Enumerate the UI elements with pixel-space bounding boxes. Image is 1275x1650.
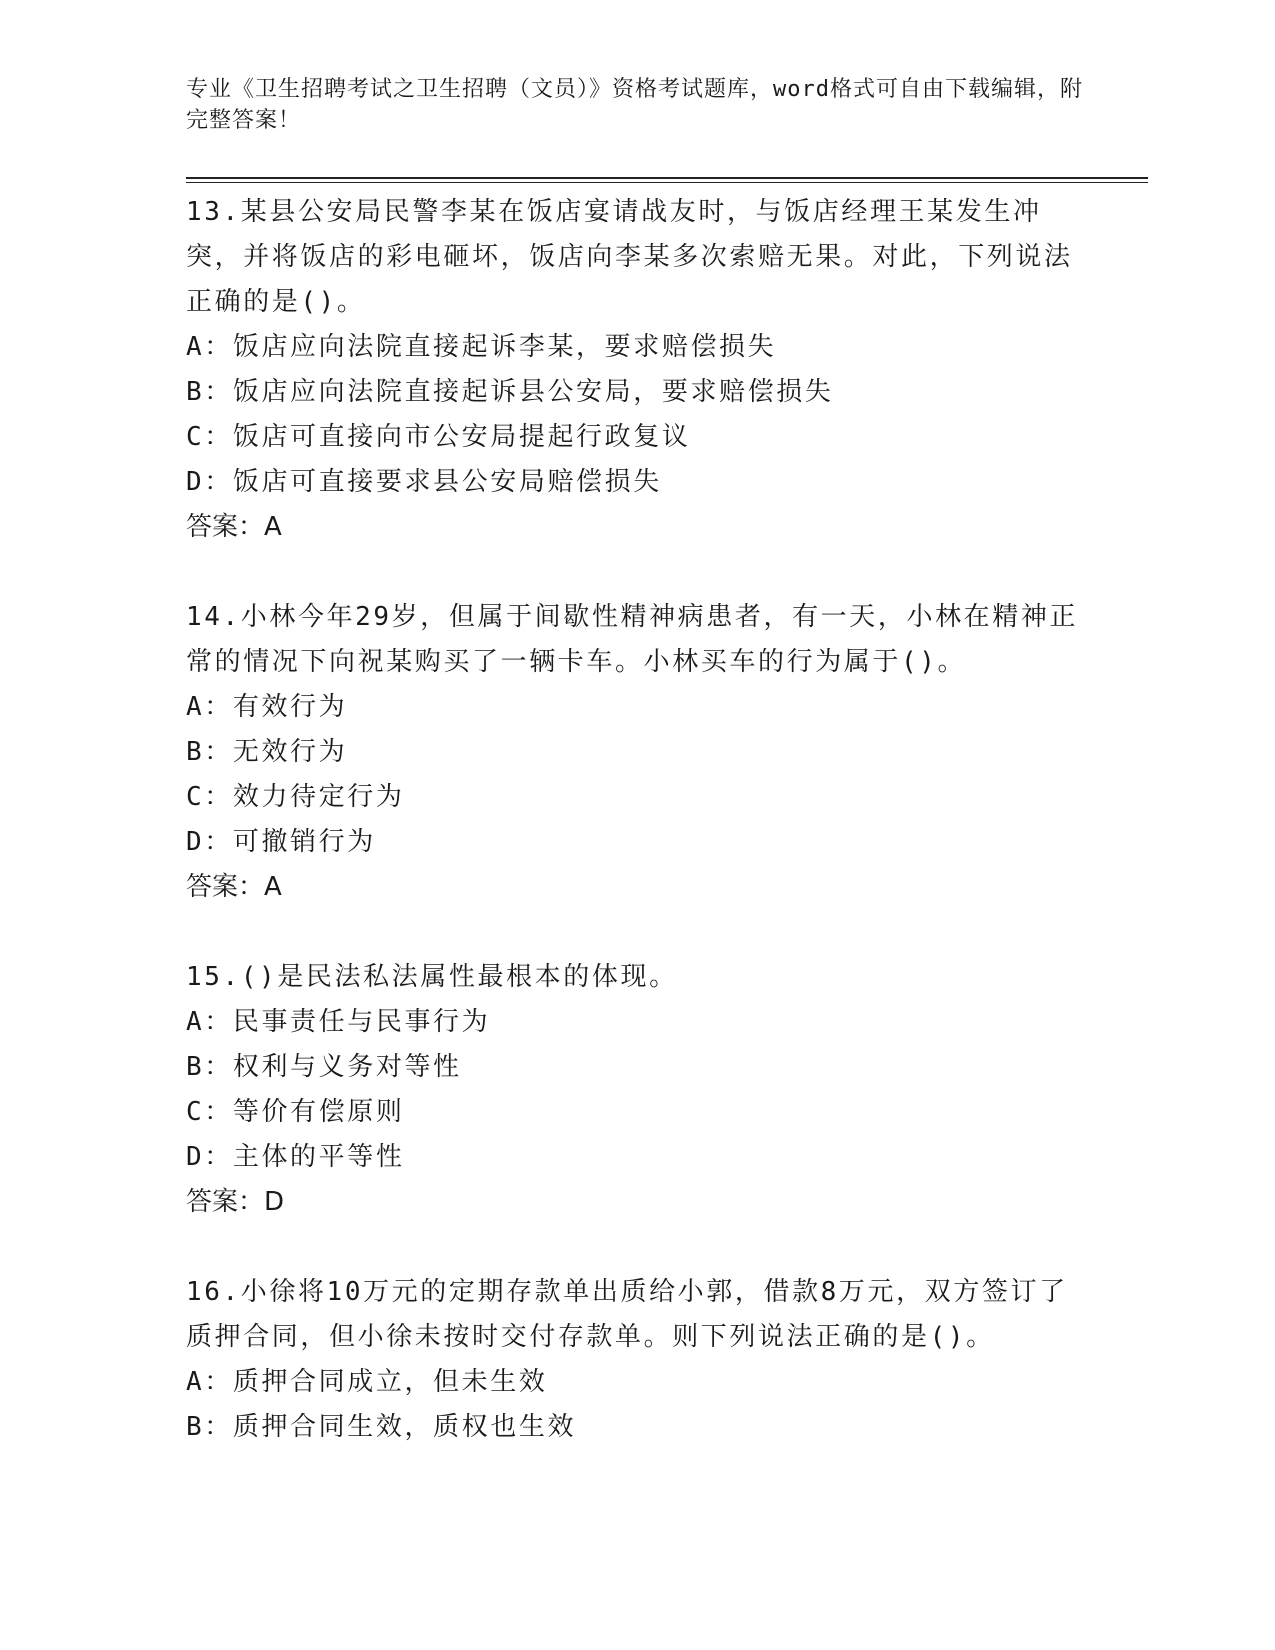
option-a: A：质押合同成立，但未生效 (186, 1367, 548, 1397)
option-b: B：权利与义务对等性 (186, 1052, 462, 1082)
question-stem: 13.某县公安局民警李某在饭店宴请战友时，与饭店经理王某发生冲突，并将饭店的彩电砸坏，饭店向李某多次索赔无果。对此，下列说法正确的是()。 (186, 197, 1073, 317)
question-stem: 16.小徐将10万元的定期存款单出质给小郭，借款8万元，双方签订了质押合同，但小徐未按时交付存款单。则下列说法正确的是()。 (186, 1277, 1068, 1352)
option-d: D：可撤销行为 (186, 827, 376, 857)
question-list (186, 190, 1086, 1450)
option-c: C：饭店可直接向市公安局提起行政复议 (186, 422, 691, 452)
option-c: C：效力待定行为 (186, 782, 405, 812)
option-d: D：饭店可直接要求县公安局赔偿损失 (186, 467, 662, 497)
option-b: B：无效行为 (186, 737, 348, 767)
question-13 (186, 190, 1086, 550)
option-c: C：等价有偿原则 (186, 1097, 405, 1127)
header-divider-thin (186, 182, 1148, 183)
question-14 (186, 595, 1086, 910)
question-16 (186, 1270, 1086, 1450)
answer: 答案：D (186, 1187, 285, 1217)
option-a: A：民事责任与民事行为 (186, 1007, 491, 1037)
option-a: A：饭店应向法院直接起诉李某，要求赔偿损失 (186, 332, 777, 362)
question-15 (186, 955, 1086, 1225)
question-stem: 14.小林今年29岁，但属于间歇性精神病患者，有一天，小林在精神正常的情况下向祝某购买了一辆卡车。小林买车的行为属于()。 (186, 602, 1079, 677)
answer: 答案：A (186, 512, 282, 542)
question-stem: 15.()是民法私法属性最根本的体现。 (186, 962, 678, 992)
option-b: B：饭店应向法院直接起诉县公安局，要求赔偿损失 (186, 377, 834, 407)
header-divider-thick (186, 177, 1148, 179)
option-b: B：质押合同生效，质权也生效 (186, 1412, 577, 1442)
option-a: A：有效行为 (186, 692, 348, 722)
option-d: D：主体的平等性 (186, 1142, 405, 1172)
document-header: 专业《卫生招聘考试之卫生招聘（文员）》资格考试题库，word格式可自由下载编辑，附完整答案！ (186, 77, 1083, 133)
answer: 答案：A (186, 872, 282, 902)
